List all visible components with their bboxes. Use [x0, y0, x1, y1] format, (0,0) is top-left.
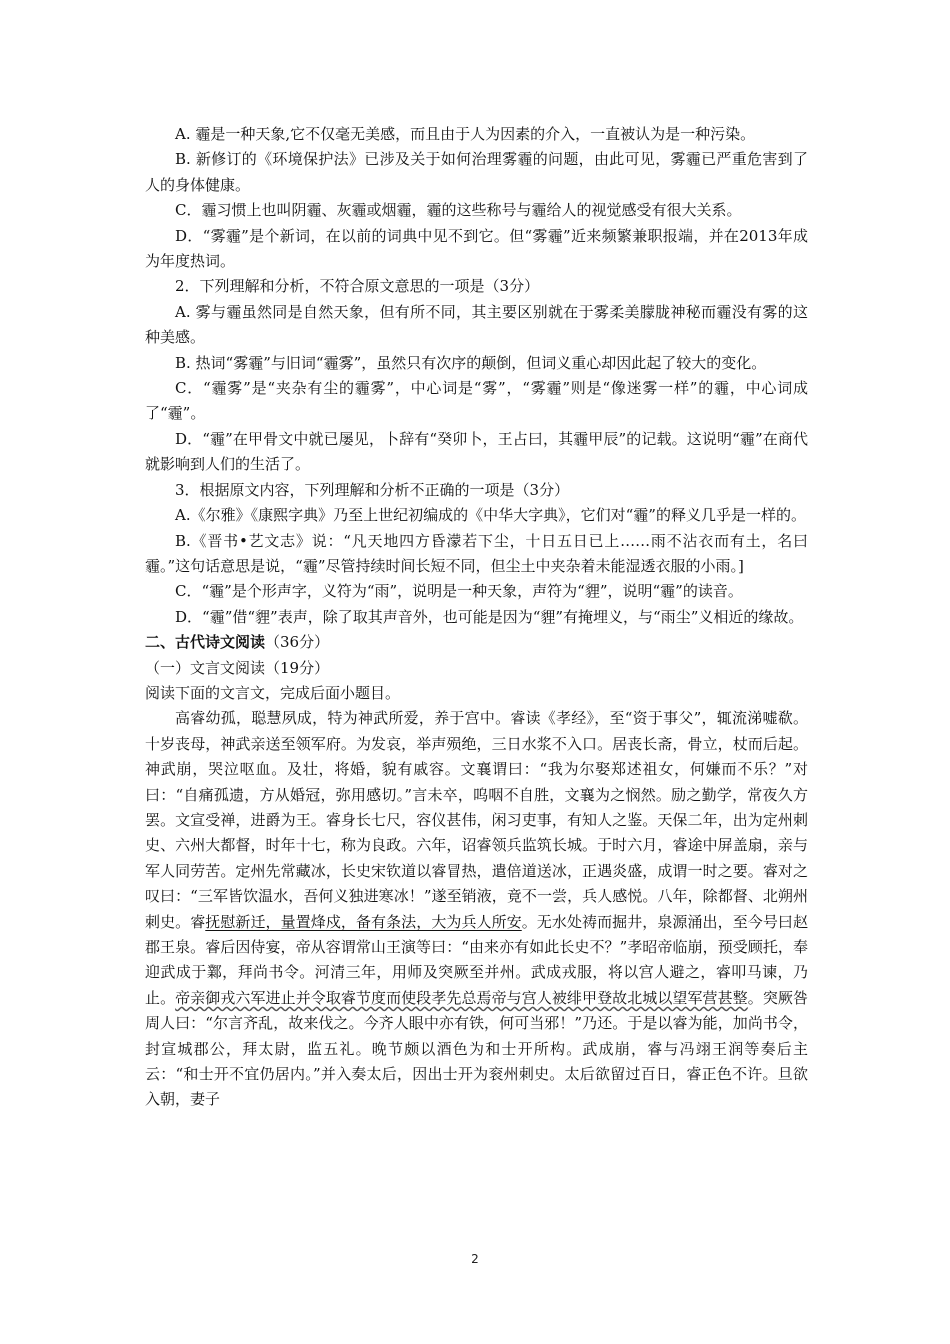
- q1-option-a: A. 霾是一种天象,它不仅毫无美感，而且由于人为因素的介入，一直被认为是一种污染。: [175, 125, 756, 143]
- wavy-underlined-sentence: 帝亲御戎六军进止并令取睿节度而使段孝先总焉帝与宫人被绯甲登故北城以望军营甚整: [175, 988, 748, 1007]
- subsection-heading: （一）文言文阅读（19分）: [145, 658, 330, 677]
- section-title: 二、古代诗文阅读: [145, 633, 266, 652]
- q3-option-d: D．“霾”借“貍”表声，除了取其声音外，也可能是因为“貍”有掩埋义，与“雨尘”义相近的缘故。: [175, 607, 804, 626]
- q1-option-d: D．“雾霾”是个新词，在以前的词典中见不到它。但“雾霾”近来频繁兼职报端，并在2013年成为年度热词。: [145, 226, 808, 271]
- page-number: 2: [471, 1252, 479, 1266]
- classical-passage: [145, 706, 808, 1113]
- q1-option-c: C．霾习惯上也叫阴霾、灰霾或烟霾，霾的这些称号与霾给人的视觉感受有很大关系。: [175, 201, 742, 220]
- passage-text-3: 。突厥咎周人曰：“尔言齐乱，故来伐之。今齐人眼中亦有铁，何可当邪！”乃还。于是以睿为能，加尚书令，封宣城郡公，拜太尉，监五礼。晚节颇以酒色为和士开所构。武成崩，睿与冯翊王润等奏后主云：“和士开不宜仍居内。”并入奏太后，因出士开为衮州刺史。太后欲留过百日，睿正色不许。旦欲入朝，妻子: [145, 988, 808, 1109]
- q3-stem: 3．根据原文内容，下列理解和分析不正确的一项是（3分）: [175, 480, 570, 499]
- q2-stem: 2．下列理解和分析，不符合原文意思的一项是（3分）: [175, 277, 540, 296]
- q2-option-b: B. 热词“雾霾”与旧词“霾雾”，虽然只有次序的颠倒，但词义重心却因此起了较大的变化。: [175, 353, 767, 372]
- q2-option-d: D．“霾”在甲骨文中就已屡见，卜辞有“癸卯卜，王占曰，其霾甲辰”的记载。这说明“霾”在商代就影响到人们的生活了。: [145, 429, 808, 474]
- q2-option-c: C．“霾雾”是“夹杂有尘的霾雾”，中心词是“雾”，“雾霾”则是“像迷雾一样”的霾，中心词成了“霾”。: [145, 379, 808, 423]
- q1-option-b: B. 新修订的《环境保护法》已涉及关于如何治理雾霾的问题，由此可见，雾霾已严重危害到了人的身体健康。: [145, 150, 808, 194]
- underlined-sentence: 抚慰新迁，量置烽戍，备有条法，大为兵人所安: [205, 912, 522, 931]
- section-heading: [145, 630, 808, 655]
- reading-instruction: 阅读下面的文言文，完成后面小题目。: [145, 683, 401, 702]
- q3-option-c: C．“霾”是个形声字，义符为“雨”，说明是一种天象，声符为“貍”，说明“霾”的读音。: [175, 582, 743, 601]
- passage-text-1: 高睿幼孤，聪慧夙成，特为神武所爱，养于宫中。睿读《孝经》，至“资于事父”，辄流涕嘘欷。十岁丧母，神武亲送至领军府。为发哀，举声殒绝，三日水浆不入口。居丧长斋，骨立，杖而后起。神武崩，哭泣呕血。及壮，将婚，貌有戚容。文襄谓曰：“我为尔娶郑述祖女，何嫌而不乐？”对曰：“自痛孤遗，方从婚冠，弥用感切。”言未卒，呜咽不自胜，文襄为之悯然。励之勤学，常夜久方罢。文宣受禅，进爵为王。睿身长七尺，容仪甚伟，闲习吏事，有知人之鉴。天保二年，出为定州刺史、六州大都督，时年十七，称为良政。六年，诏睿领兵监筑长城。于时六月，睿途中屏盖扇，亲与军人同劳苦。定州先常藏冰，长史宋钦道以睿冒热，遣倍道送冰，正遇炎盛，成谓一时之要。睿对之叹曰：“三军皆饮温水，吾何义独进寒冰！”遂至销液，竟不一尝，兵人感悦。八年，除都督、北朔州刺史。睿: [145, 709, 808, 931]
- section-score: （36分）: [265, 633, 330, 652]
- q3-option-a: A.《尔雅》《康熙字典》乃至上世纪初编成的《中华大字典》，它们对“霾”的释义几乎是一样的。: [175, 506, 806, 525]
- q3-option-b: B.《晋书•艺文志》说：“凡天地四方昏濛若下尘，十日五日已上……雨不沾衣而有土，名曰霾。”这句话意思是说，“霾”尽管持续时间长短不同，但尘土中夹杂着未能湿透衣服的小雨。]: [145, 531, 808, 575]
- document-body: [145, 122, 808, 1113]
- q2-option-a: A. 雾与霾虽然同是自然天象，但有所不同，其主要区别就在于雾柔美朦胧神秘而霾没有雾的这种美感。: [145, 302, 808, 347]
- passage-text-2: 。无水处祷而掘井，泉源涌出，至今号曰赵郡王泉。睿后因侍宴，帝从容谓常山王演等曰：“由来亦有如此长史不？”孝昭帝临崩，预受顾托，奉迎武成于鄴，拜尚书令。河清三年，用师及突厥至并州。武成戎服，将以宫人避之，睿叩马谏，乃止。: [145, 912, 808, 1007]
